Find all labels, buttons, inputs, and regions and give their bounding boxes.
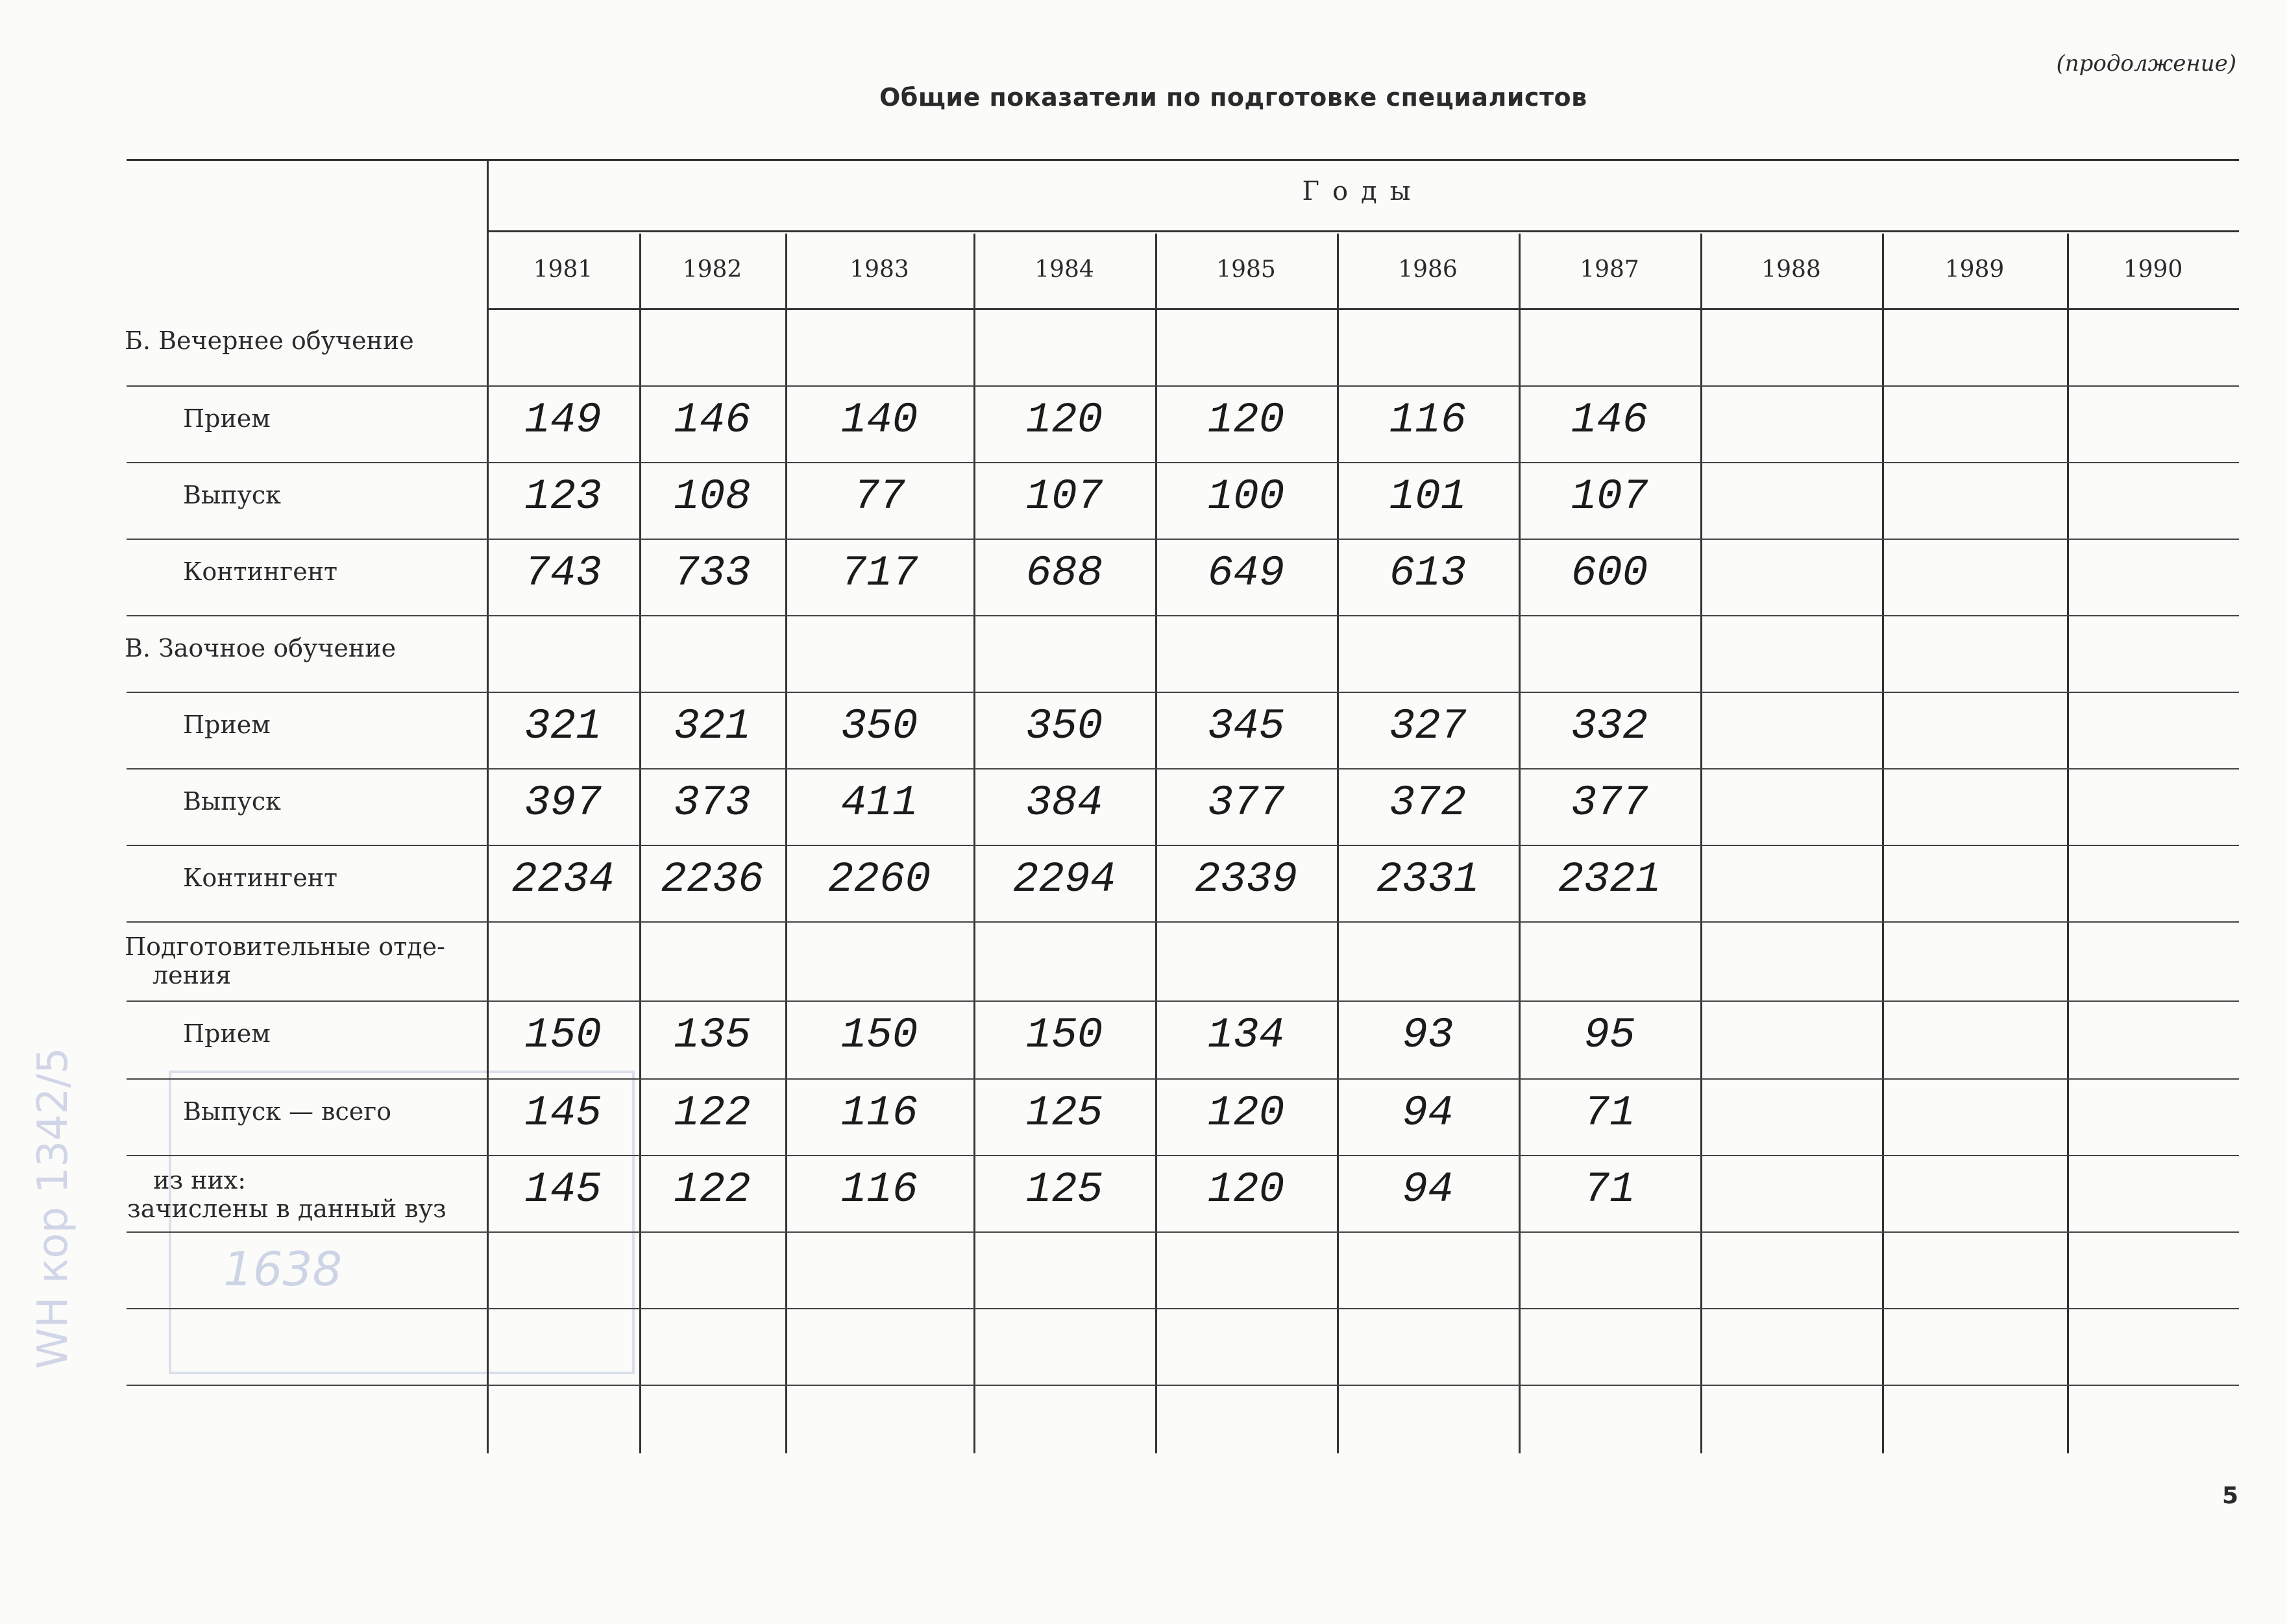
table-cell: 150 (1025, 1011, 1103, 1060)
table-cell: 125 (1025, 1089, 1103, 1137)
table-cell: 332 (1571, 702, 1648, 751)
table-cell: 717 (840, 549, 918, 598)
table-cell: 122 (674, 1165, 751, 1214)
row-label: Б. Вечернее обучение (125, 326, 414, 355)
table-cell: 145 (524, 1165, 602, 1214)
row-rule (127, 385, 2239, 387)
table-cell: 120 (1207, 396, 1285, 444)
year-row-rule (487, 308, 2239, 310)
table-cell: 71 (1584, 1165, 1635, 1214)
stamp-number: 1638 (223, 1242, 343, 1296)
year-header-1982: 1982 (682, 256, 742, 283)
table-cell: 321 (524, 702, 602, 751)
table-cell: 150 (524, 1011, 602, 1060)
column-divider (1700, 234, 1702, 1453)
table-cell: 122 (674, 1089, 751, 1137)
table-cell: 733 (674, 549, 751, 598)
row-label: ления (153, 961, 232, 989)
row-rule (127, 1385, 2239, 1386)
table-cell: 100 (1207, 472, 1285, 521)
table-cell: 384 (1025, 779, 1103, 827)
table-cell: 71 (1584, 1089, 1635, 1137)
table-cell: 2260 (827, 855, 931, 904)
row-label: Прием (183, 404, 271, 433)
row-rule (127, 692, 2239, 693)
row-label: Выпуск — всего (183, 1097, 391, 1126)
table-cell: 600 (1571, 549, 1648, 598)
row-label: Выпуск (183, 481, 281, 509)
row-label: из них: (153, 1166, 247, 1194)
row-label: Выпуск (183, 787, 281, 816)
table-cell: 140 (840, 396, 918, 444)
table-cell: 377 (1571, 779, 1648, 827)
table-cell: 350 (1025, 702, 1103, 751)
table-cell: 101 (1389, 472, 1467, 521)
row-rule (127, 1155, 2239, 1156)
table-cell: 149 (524, 396, 602, 444)
top-rule (127, 159, 2239, 161)
table-cell: 123 (524, 472, 602, 521)
years-header-rule (487, 230, 2239, 232)
table-cell: 146 (674, 396, 751, 444)
year-header-1981: 1981 (533, 256, 593, 283)
table-cell: 116 (1389, 396, 1467, 444)
table-cell: 2339 (1194, 855, 1298, 904)
table-cell: 120 (1207, 1165, 1285, 1214)
table-cell: 2331 (1376, 855, 1480, 904)
column-divider (2067, 234, 2069, 1453)
page-title: Общие показатели по подготовке специалистов (879, 83, 1587, 112)
table-cell: 2294 (1012, 855, 1116, 904)
row-label: Прием (183, 1019, 271, 1048)
table-cell: 649 (1207, 549, 1285, 598)
table-cell: 116 (840, 1089, 918, 1137)
table-cell: 120 (1207, 1089, 1285, 1137)
table-cell: 125 (1025, 1165, 1103, 1214)
table-cell: 107 (1025, 472, 1103, 521)
table-cell: 94 (1402, 1165, 1454, 1214)
year-header-1984: 1984 (1034, 256, 1094, 283)
table-cell: 373 (674, 779, 751, 827)
row-rule (127, 462, 2239, 463)
table-cell: 743 (524, 549, 602, 598)
row-rule (127, 1078, 2239, 1080)
table-cell: 397 (524, 779, 602, 827)
row-rule (127, 1308, 2239, 1309)
table-cell: 94 (1402, 1089, 1454, 1137)
table-cell: 613 (1389, 549, 1467, 598)
table-cell: 321 (674, 702, 751, 751)
table-cell: 146 (1571, 396, 1648, 444)
year-header-1983: 1983 (850, 256, 909, 283)
year-header-1985: 1985 (1216, 256, 1276, 283)
row-rule (127, 615, 2239, 616)
table-cell: 135 (674, 1011, 751, 1060)
row-label: зачислены в данный вуз (127, 1194, 446, 1223)
table-cell: 107 (1571, 472, 1648, 521)
table-cell: 134 (1207, 1011, 1285, 1060)
table-cell: 116 (840, 1165, 918, 1214)
table-cell: 411 (840, 779, 918, 827)
row-rule (127, 1000, 2239, 1002)
row-rule (127, 921, 2239, 923)
table-cell: 150 (840, 1011, 918, 1060)
table-cell: 2321 (1558, 855, 1661, 904)
row-rule (127, 768, 2239, 770)
continuation-label: (продолжение) (2056, 51, 2236, 77)
table-cell: 77 (853, 472, 905, 521)
table-cell: 688 (1025, 549, 1103, 598)
row-label: Прием (183, 710, 271, 739)
table-cell: 2236 (661, 855, 764, 904)
table-cell: 372 (1389, 779, 1467, 827)
vertical-archive-note (29, 811, 101, 1395)
table-cell: 95 (1584, 1011, 1635, 1060)
row-rule (127, 845, 2239, 846)
year-header-1987: 1987 (1580, 256, 1639, 283)
table-cell: 377 (1207, 779, 1285, 827)
table-cell: 108 (674, 472, 751, 521)
row-rule (127, 1231, 2239, 1233)
table-cell: 120 (1025, 396, 1103, 444)
row-rule (127, 539, 2239, 540)
table-cell: 93 (1402, 1011, 1454, 1060)
table-cell: 327 (1389, 702, 1467, 751)
page-number: 5 (2221, 1483, 2238, 1509)
row-label: Контингент (183, 864, 338, 892)
row-label: Подготовительные отде- (125, 932, 445, 961)
table-cell: 345 (1207, 702, 1285, 751)
year-header-1986: 1986 (1398, 256, 1458, 283)
year-header-1988: 1988 (1761, 256, 1821, 283)
years-header: Годы (1302, 176, 1424, 206)
year-header-1989: 1989 (1944, 256, 2005, 283)
row-label: В. Заочное обучение (125, 634, 397, 662)
table-cell: 2234 (511, 855, 615, 904)
column-divider (1882, 234, 1884, 1453)
table-cell: 145 (524, 1089, 602, 1137)
year-header-1990: 1990 (2123, 256, 2183, 283)
row-label: Контингент (183, 557, 338, 586)
table-cell: 350 (840, 702, 918, 751)
vertical-archive-text: WH кор 1342/5 (29, 1047, 77, 1369)
